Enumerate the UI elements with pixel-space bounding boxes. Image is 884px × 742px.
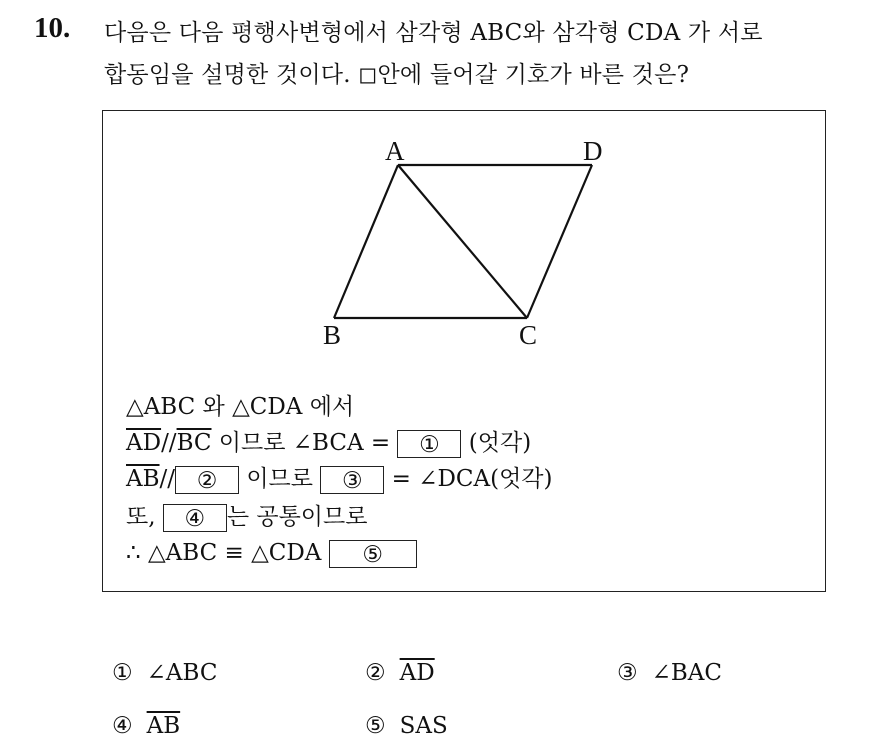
diagonal-ac [398, 165, 527, 318]
option-3[interactable] [617, 660, 722, 686]
option-4[interactable] [112, 713, 180, 739]
option-number: ⑤ [365, 713, 386, 739]
option-text: ∠BAC [651, 660, 723, 686]
question-text-line1: 다음은 다음 평행사변형에서 삼각형 ABC와 삼각형 CDA 가 서로 [104, 20, 763, 46]
proof-text: = ∠DCA(엇각) [384, 466, 553, 492]
segment-bc: $\overline{BC}$ [176, 430, 212, 456]
option-number: ④ [112, 713, 133, 739]
segment-ad: $\overline{AD}$ [126, 430, 162, 456]
proof-line-5 [126, 538, 417, 568]
option-5[interactable] [365, 713, 448, 739]
vertex-label-c: C [519, 320, 538, 350]
proof-text: (엇각) [461, 430, 532, 456]
vertex-label-b: B [323, 320, 342, 350]
option-text: ∠ABC [146, 660, 218, 686]
question-number: 10. [34, 12, 71, 44]
blank-box-5: ⑤ [329, 540, 417, 568]
option-number: ③ [617, 660, 638, 686]
question-text-line2: 합동임을 설명한 것이다. ◻안에 들어갈 기호가 바른 것은? [104, 62, 690, 88]
parallel-symbol: // [159, 466, 176, 492]
proof-text: 또, [126, 504, 163, 530]
option-number: ② [365, 660, 386, 686]
blank-box-4: ④ [163, 504, 227, 532]
proof-line-2 [126, 428, 531, 458]
proof-line-3 [126, 464, 553, 494]
option-text: SAS [399, 713, 448, 739]
edge-dc [527, 165, 592, 318]
option-text: $\overline{AB}$ [146, 713, 181, 739]
option-2[interactable] [365, 660, 435, 686]
parallel-symbol: // [161, 430, 177, 456]
segment-ab: $\overline{AB}$ [126, 466, 160, 492]
vertex-label-a: A [385, 136, 405, 166]
edge-ba [334, 165, 398, 318]
proof-text: ∴ △ABC ≡ △CDA [126, 540, 329, 566]
proof-text: 이므로 [239, 466, 321, 492]
option-number: ① [112, 660, 133, 686]
proof-line-4 [126, 502, 367, 532]
proof-text: 는 공통이므로 [226, 504, 368, 530]
blank-box-3: ③ [320, 466, 384, 494]
option-text: $\overline{AD}$ [399, 660, 435, 686]
proof-line-1: △ABC 와 △CDA 에서 [126, 394, 355, 420]
proof-text: 이므로 ∠BCA = [211, 430, 398, 456]
blank-box-1: ① [397, 430, 461, 458]
blank-box-2: ② [175, 466, 239, 494]
vertex-label-d: D [583, 136, 603, 166]
option-1[interactable] [112, 660, 217, 686]
